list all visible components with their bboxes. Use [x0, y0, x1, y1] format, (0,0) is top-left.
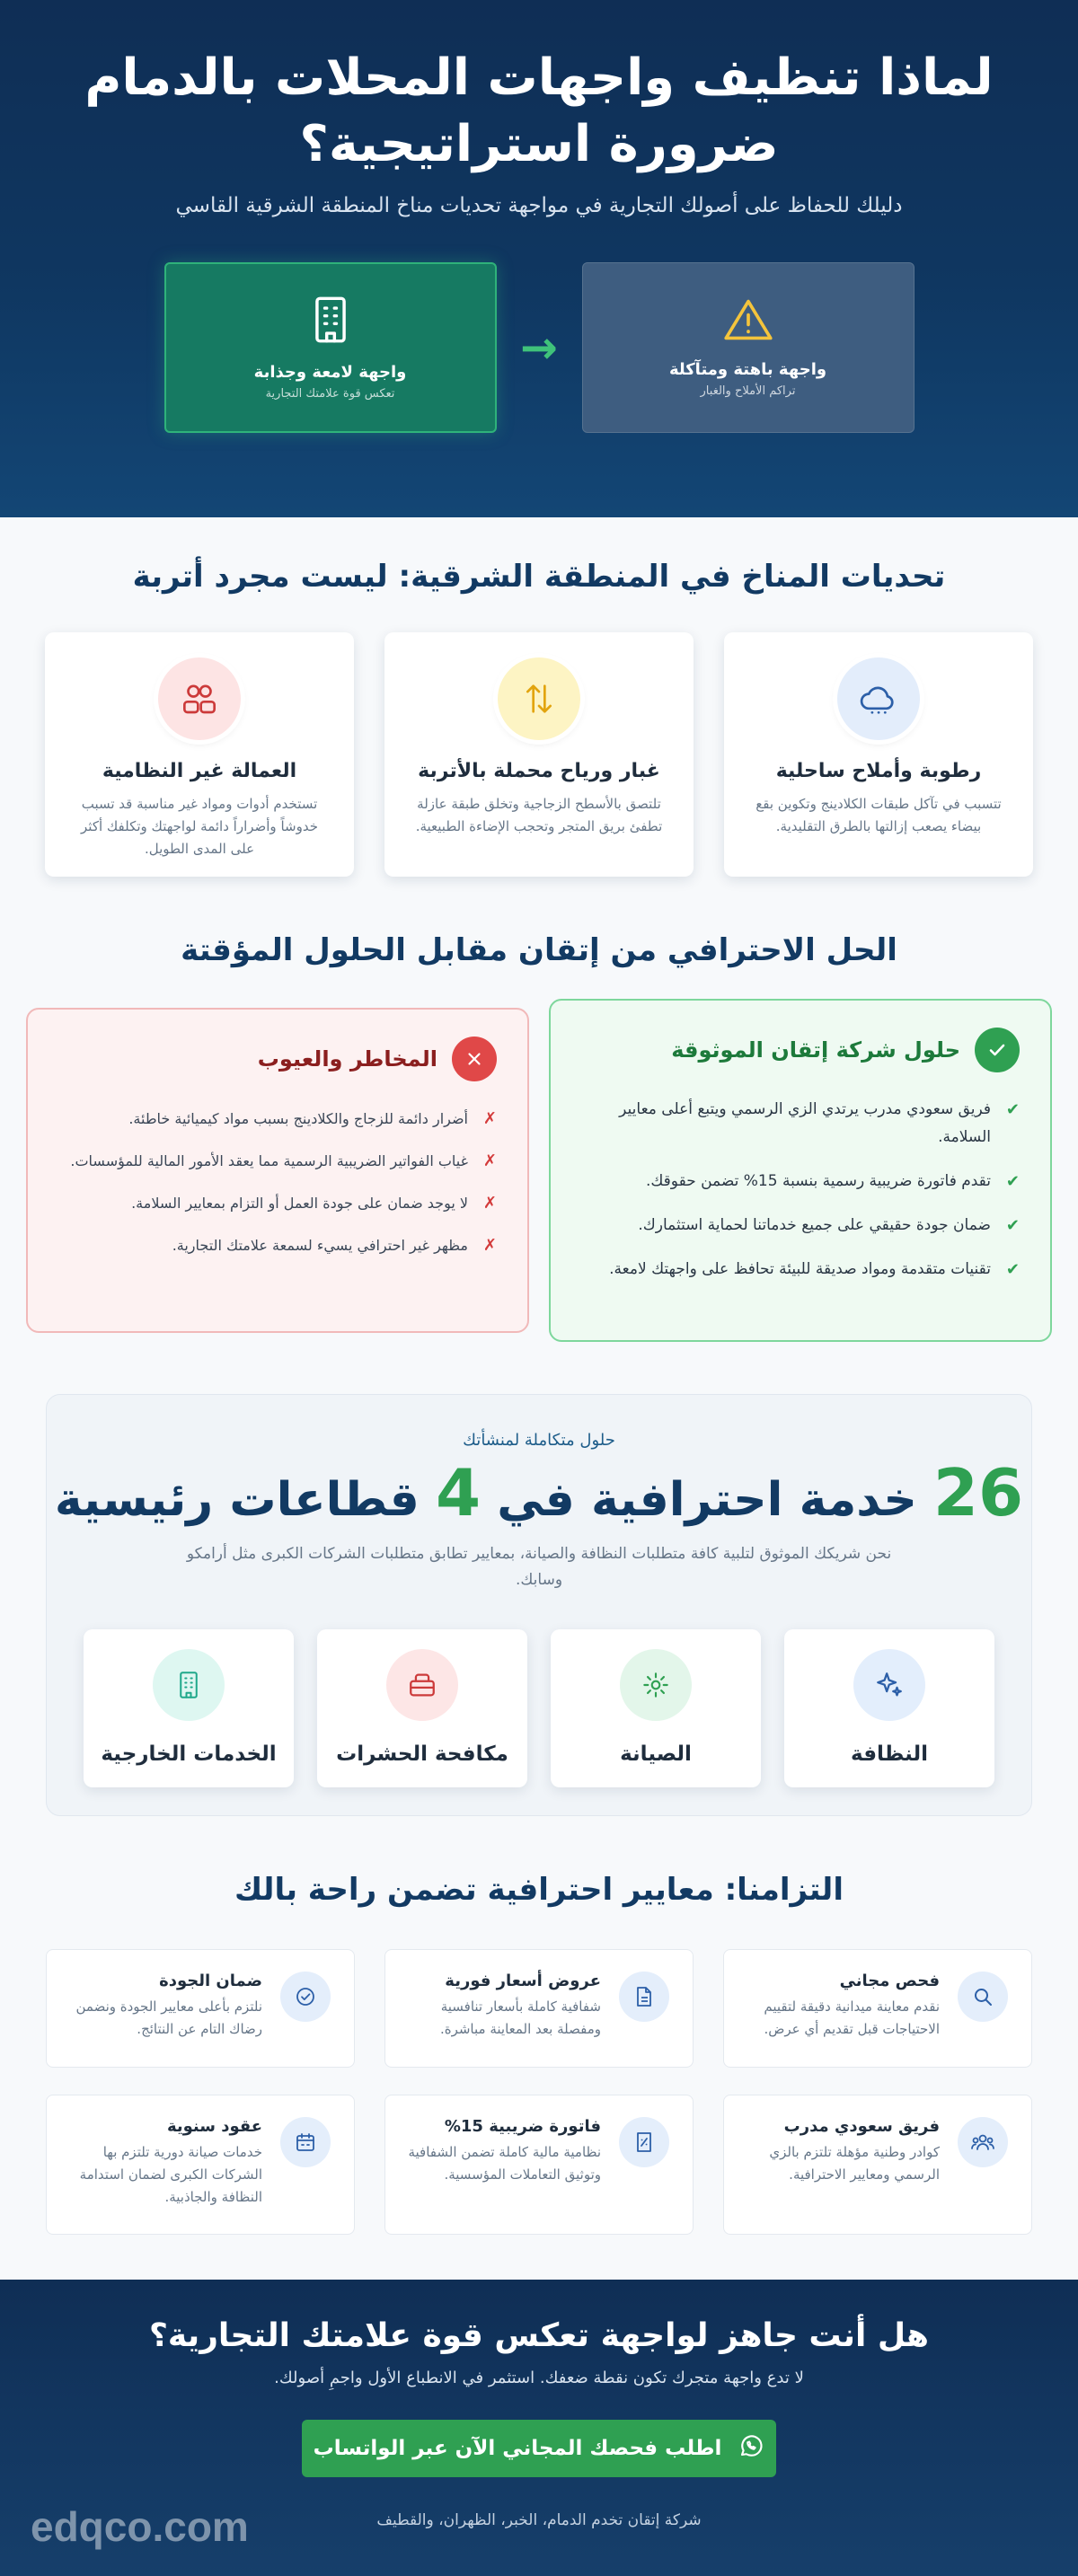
list-item — [578, 1168, 1020, 1195]
standards-grid — [46, 1949, 1032, 2235]
whatsapp-icon — [738, 2432, 764, 2465]
good-list — [578, 1096, 1020, 1284]
list-item — [578, 1096, 1020, 1151]
climate-section — [0, 517, 1078, 877]
good-panel — [549, 999, 1052, 1342]
services-desc: نحن شريكك الموثوق لتلبية كافة متطلبات النظافة والصيانة، بمعايير تطابق متطلبات الشركات الكبرى مثل أرامكو وسابك. — [186, 1545, 892, 1589]
checkmark-icon: ✔ — [1005, 1172, 1020, 1191]
before-card — [582, 262, 915, 433]
before-card-title: واجهة باهتة ومتآكلة — [668, 360, 827, 379]
after-card — [164, 262, 497, 433]
services-kicker: حلول متكاملة لمنشأتك — [463, 1431, 615, 1450]
service-card-maintenance[interactable] — [551, 1629, 761, 1787]
check-icon — [975, 1028, 1020, 1072]
search-icon — [958, 1972, 1008, 2022]
sectors-count: 4 — [435, 1455, 482, 1531]
bad-panel-title: المخاطر والعيوب — [257, 1046, 437, 1072]
hero-subtitle: دليلك للحفاظ على أصولك التجارية في مواجهة تحديات مناخ المنطقة الشرقية القاسي — [175, 194, 903, 217]
standard-desc: نقدم معاينة ميدانية دقيقة لتقييم الاحتياجات قبل تقديم أي عرض. — [764, 1998, 940, 2037]
watermark: edqco.com — [31, 2503, 249, 2550]
service-card-title: الصيانة — [620, 1742, 692, 1766]
building-icon — [307, 295, 354, 348]
climate-card — [45, 632, 354, 877]
sparkle-icon — [853, 1649, 925, 1721]
list-item-text: تقدم فاتورة ضريبية رسمية بنسبة 15% تضمن حقوقك. — [645, 1172, 991, 1190]
list-item-text: ضمان جودة حقيقي على جميع خدماتنا لحماية استثمارك. — [638, 1216, 991, 1234]
services-headline — [47, 1457, 1031, 1536]
check-circle-icon — [280, 1972, 331, 2022]
cross-icon: ✗ — [482, 1151, 497, 1170]
service-card-title: النظافة — [851, 1742, 928, 1766]
standard-title: فحص مجاني — [839, 1972, 940, 1990]
sectors-count-text: قطاعات رئيسية — [54, 1473, 420, 1527]
list-item — [55, 1231, 497, 1259]
standard-card — [46, 1949, 355, 2068]
standard-desc: شفافية كاملة بأسعار تنافسية ومفصلة بعد المعاينة مباشرة. — [439, 1998, 601, 2037]
solution-title: الحل الاحترافي من إتقان مقابل الحلول المؤقتة — [181, 932, 897, 968]
arrows-icon — [498, 657, 580, 740]
cta-subtitle: لا تدع واجهة متجرك تكون نقطة ضعفك. استثمر في الانطباع الأول واجمِ أصولك. — [274, 2369, 804, 2387]
climate-title: تحديات المناخ في المنطقة الشرقية: ليست مجرد أتربة — [132, 559, 946, 595]
building-icon — [153, 1649, 225, 1721]
list-item — [55, 1189, 497, 1217]
standard-card — [46, 2095, 355, 2235]
hero-section — [0, 0, 1078, 517]
cloud-icon — [837, 657, 920, 740]
before-card-subtitle: تراكم الأملاح والغبار — [700, 384, 796, 398]
bad-panel — [26, 1008, 529, 1333]
checkmark-icon: ✔ — [1005, 1260, 1020, 1279]
document-icon — [619, 1972, 669, 2022]
climate-cards — [0, 632, 1078, 877]
list-item — [578, 1212, 1020, 1239]
climate-card — [384, 632, 694, 877]
good-panel-header — [578, 1028, 1020, 1072]
list-item — [578, 1256, 1020, 1284]
whatsapp-cta-button[interactable] — [302, 2420, 776, 2477]
cross-icon: ✗ — [482, 1236, 497, 1255]
service-cards — [47, 1629, 1031, 1787]
after-card-subtitle: تعكس قوة علامتك التجارية — [265, 387, 395, 401]
calendar-icon — [280, 2117, 331, 2167]
service-card-cleaning[interactable] — [784, 1629, 994, 1787]
standard-title: فاتورة ضريبية 15% — [444, 2117, 601, 2136]
checkmark-icon: ✔ — [1005, 1100, 1020, 1119]
climate-card-desc: تستخدم أدوات ومواد غير مناسبة قد تسبب خدوشاً وأضراراً دائمة لواجهتك وتكلفك أكثر على المدى الطويل. — [81, 796, 318, 857]
standard-card — [723, 2095, 1032, 2235]
team-icon — [958, 2117, 1008, 2167]
cta-footer: شركة إتقان تخدم الدمام، الخبر، الظهران، والقطيف — [376, 2511, 702, 2529]
comparison-panels — [0, 999, 1078, 1342]
list-item — [55, 1105, 497, 1133]
hero-title: لماذا تنظيف واجهات المحلات بالدمام ضرورة استراتيجية؟ — [84, 49, 994, 173]
climate-card-desc: تلتصق بالأسطح الزجاجية وتخلق طبقة عازلة تطفئ بريق المتجر وتحجب الإضاءة الطبيعية. — [415, 796, 663, 834]
bad-panel-header — [55, 1037, 497, 1081]
standard-desc: كوادر وطنية مؤهلة تلتزم بالزي الرسمي ومعايير الاحترافية. — [769, 2144, 940, 2183]
standard-card — [384, 1949, 694, 2068]
standard-title: عقود سنوية — [166, 2117, 262, 2136]
cta-title: هل أنت جاهز لواجهة تعكس قوة علامتك التجارية؟ — [148, 2317, 930, 2354]
before-after-comparison — [0, 262, 1078, 433]
services-section — [46, 1394, 1032, 1816]
standard-card — [384, 2095, 694, 2235]
list-item — [55, 1147, 497, 1175]
bad-list — [55, 1105, 497, 1259]
list-item-text: لا يوجد ضمان على جودة العمل أو التزام بمعايير السلامة. — [131, 1195, 468, 1212]
list-item-text: أضرار دائمة للزجاج والكلادينج بسبب مواد كيميائية خاطئة. — [128, 1110, 468, 1127]
standards-section — [0, 1816, 1078, 2235]
services-count-text: خدمة احترافية في — [497, 1473, 917, 1527]
whatsapp-cta-label: اطلب فحصك المجاني الآن عبر الواتساب — [313, 2437, 722, 2460]
services-count: 26 — [932, 1455, 1024, 1531]
standard-desc: نلتزم بأعلى معايير الجودة ونضمن رضاك التام عن النتائج. — [75, 1998, 262, 2037]
climate-card-title: غبار ورياح محملة بالأتربة — [418, 760, 660, 782]
cta-section — [0, 2280, 1078, 2576]
service-card-title: مكافحة الحشرات — [336, 1742, 508, 1766]
list-item-text: فريق سعودي مدرب يرتدي الزي الرسمي ويتبع أعلى معايير السلامة. — [619, 1100, 991, 1146]
climate-card-title: العمالة غير النظامية — [102, 760, 297, 782]
standards-title: التزامنا: معايير احترافية تضمن راحة بالك — [234, 1872, 844, 1908]
good-panel-title: حلول شركة إتقان الموثوقة — [671, 1037, 960, 1063]
list-item-text: تقنيات متقدمة ومواد صديقة للبيئة تحافظ على واجهتك لامعة. — [609, 1260, 991, 1278]
solution-section — [0, 877, 1078, 1342]
checkmark-icon: ✔ — [1005, 1216, 1020, 1235]
service-card-title: الخدمات الخارجية — [101, 1742, 277, 1766]
warning-icon — [723, 297, 773, 346]
list-item-text: مظهر غير احترافي يسيء لسمعة علامتك التجارية. — [172, 1237, 468, 1254]
cross-icon: ✗ — [482, 1194, 497, 1213]
standard-title: فريق سعودي مدرب — [783, 2117, 940, 2136]
workers-icon — [158, 657, 241, 740]
service-card-pest-control[interactable] — [317, 1629, 527, 1787]
standard-card — [723, 1949, 1032, 2068]
standard-title: عروض أسعار فورية — [445, 1972, 601, 1990]
after-card-title: واجهة لامعة وجذابة — [253, 363, 407, 382]
arrow-right-icon: → — [520, 322, 558, 374]
standard-desc: خدمات صيانة دورية تلتزم بها الشركات الكبرى لضمان استدامة النظافة والجاذبية. — [79, 2144, 262, 2205]
climate-card-title: رطوبة وأملاح ساحلية — [775, 760, 982, 782]
standard-desc: نظامية مالية كاملة تضمن الشفافية وتوثيق التعاملات المؤسسية. — [408, 2144, 601, 2183]
box-icon — [386, 1649, 458, 1721]
standard-title: ضمان الجودة — [159, 1972, 262, 1990]
climate-card — [724, 632, 1033, 877]
climate-card-desc: تتسبب في تآكل طبقات الكلادينج وتكوين بقع بيضاء يصعب إزالتها بالطرق التقليدية. — [755, 796, 1002, 834]
service-card-outdoor[interactable] — [84, 1629, 294, 1787]
list-item-text: غياب الفواتير الضريبية الرسمية مما يعقد الأمور المالية للمؤسسات. — [70, 1152, 468, 1169]
close-icon — [452, 1037, 497, 1081]
cross-icon: ✗ — [482, 1109, 497, 1128]
invoice-icon — [619, 2117, 669, 2167]
gear-icon — [620, 1649, 692, 1721]
